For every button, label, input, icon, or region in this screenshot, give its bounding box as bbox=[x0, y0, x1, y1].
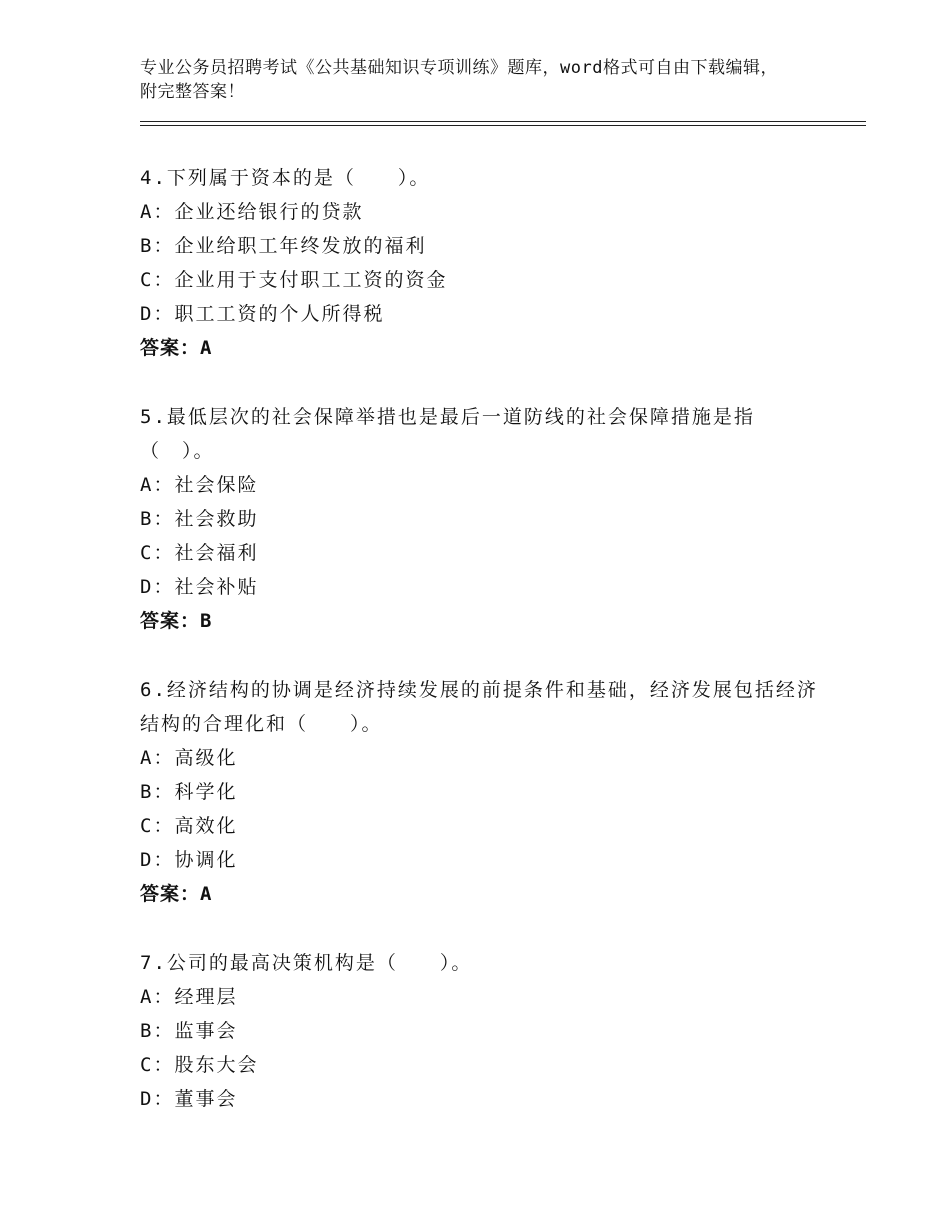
option-d: D：董事会 bbox=[140, 1088, 238, 1110]
option-d: D：社会补贴 bbox=[140, 576, 259, 598]
option-c: C：股东大会 bbox=[140, 1054, 259, 1076]
option-a: A：社会保险 bbox=[140, 474, 259, 496]
question-5 bbox=[140, 400, 820, 638]
option-c: C：社会福利 bbox=[140, 542, 259, 564]
question-6 bbox=[140, 673, 820, 911]
option-a: A：企业还给银行的贷款 bbox=[140, 201, 364, 223]
option-a: A：经理层 bbox=[140, 986, 238, 1008]
option-b: B：科学化 bbox=[140, 781, 238, 803]
answer-line: 答案：A bbox=[140, 337, 213, 359]
question-stem: 4.下列属于资本的是（ ）。 bbox=[140, 167, 431, 189]
question-7 bbox=[140, 946, 820, 1116]
option-a: A：高级化 bbox=[140, 747, 238, 769]
question-4 bbox=[140, 161, 820, 365]
option-d: D：协调化 bbox=[140, 849, 238, 871]
question-stem: 5.最低层次的社会保障举措也是最后一道防线的社会保障措施是指（ ）。 bbox=[140, 406, 755, 462]
header-divider-top bbox=[140, 121, 866, 122]
option-b: B：监事会 bbox=[140, 1020, 238, 1042]
answer-line: 答案：B bbox=[140, 610, 213, 632]
header-divider-bottom bbox=[140, 125, 866, 126]
option-d: D：职工工资的个人所得税 bbox=[140, 303, 385, 325]
answer-line: 答案：A bbox=[140, 883, 213, 905]
question-stem: 6.经济结构的协调是经济持续发展的前提条件和基础，经济发展包括经济结构的合理化和（ ）。 bbox=[140, 679, 818, 735]
question-stem: 7.公司的最高决策机构是（ ）。 bbox=[140, 952, 473, 974]
option-b: B：社会救助 bbox=[140, 508, 259, 530]
option-c: C：企业用于支付职工工资的资金 bbox=[140, 269, 448, 291]
option-b: B：企业给职工年终发放的福利 bbox=[140, 235, 427, 257]
option-c: C：高效化 bbox=[140, 815, 238, 837]
document-header: 专业公务员招聘考试《公共基础知识专项训练》题库，word格式可自由下载编辑，附完整答案！ bbox=[140, 58, 778, 102]
